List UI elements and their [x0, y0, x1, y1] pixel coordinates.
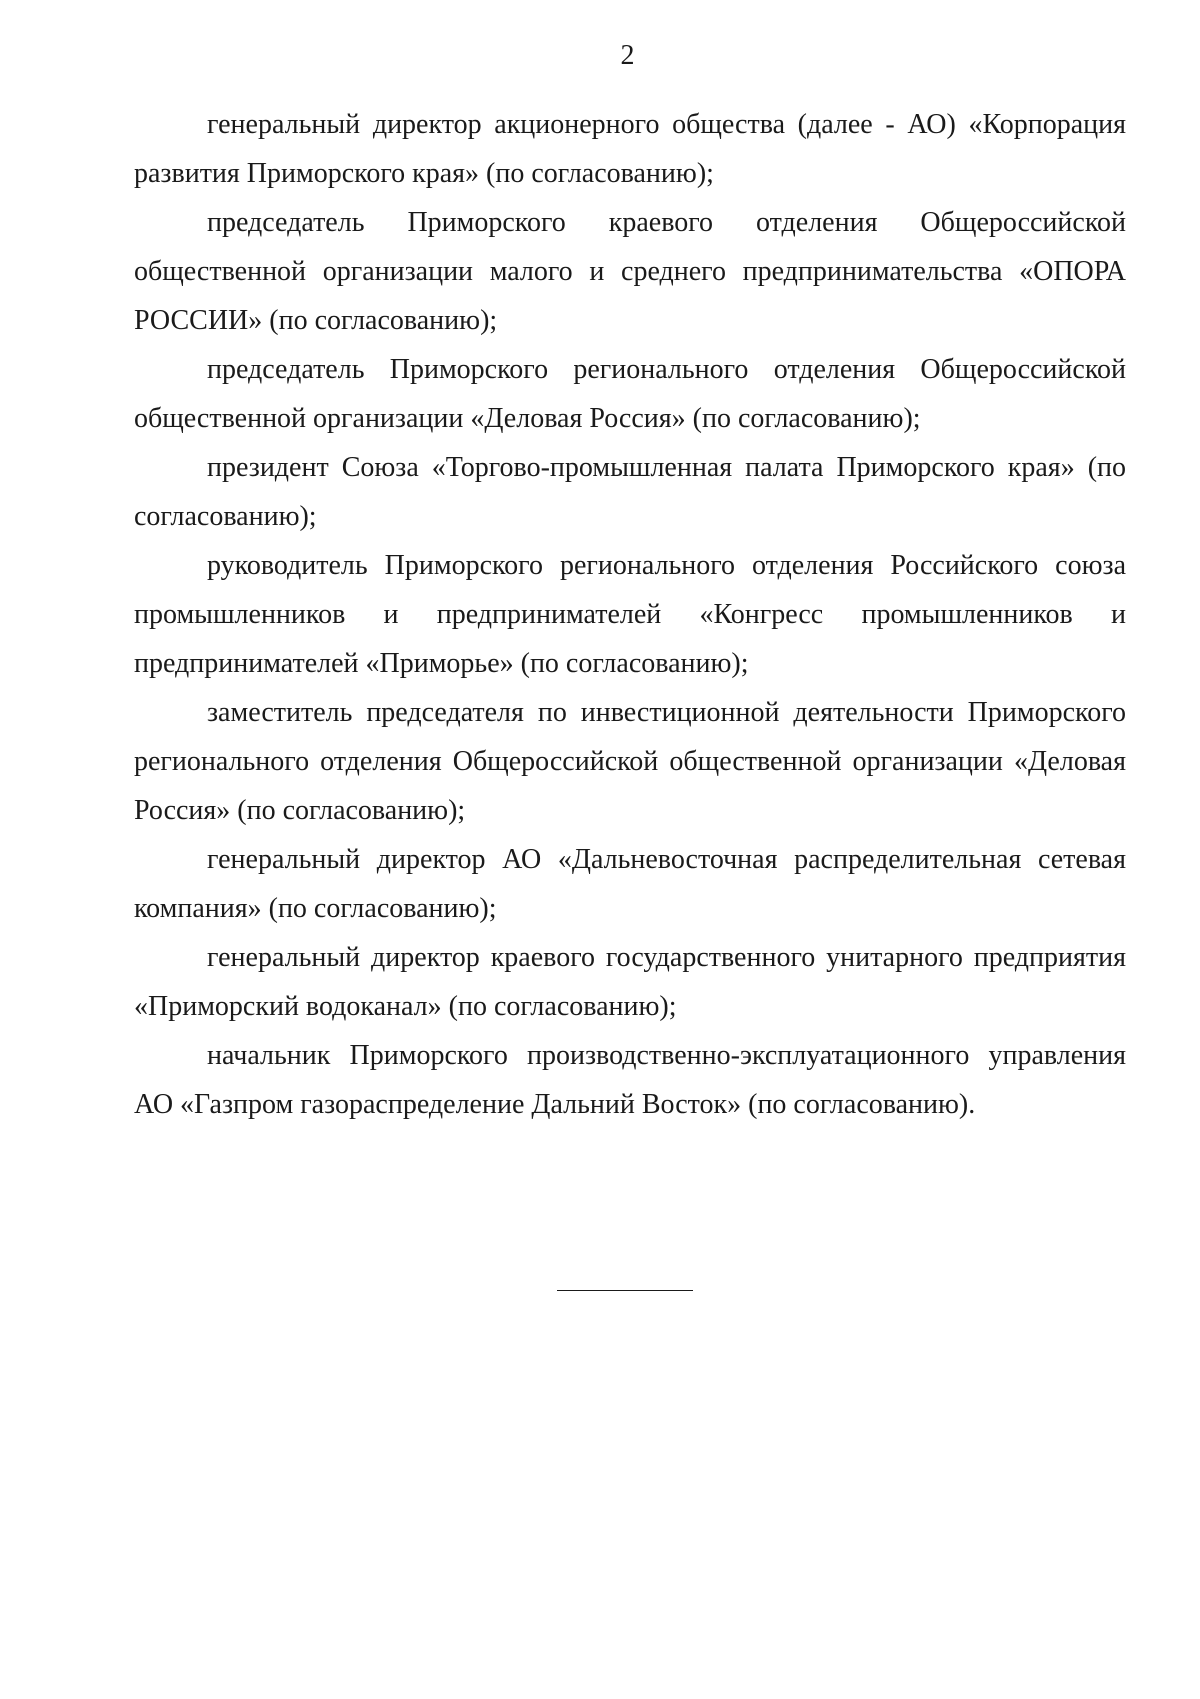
list-item: начальник Приморского производственно-эксплуатационного управления АО «Газпром газораспределение Дальний Восток» (по согласованию).: [134, 1040, 1126, 1120]
page-number: 2: [620, 40, 635, 71]
list-item: генеральный директор АО «Дальневосточная распределительная сетевая компания» (по согласованию);: [134, 844, 1126, 924]
list-item: генеральный директор акционерного общества (далее - АО) «Корпорация развития Приморского края» (по согласованию);: [134, 109, 1126, 189]
member-list: [134, 100, 1126, 1129]
list-item: президент Союза «Торгово-промышленная палата Приморского края» (по согласованию);: [134, 452, 1126, 532]
end-divider: [557, 1290, 693, 1291]
list-item: председатель Приморского краевого отделения Общероссийской общественной организации малого и среднего предпринимательства «ОПОРА РОССИИ» (по согласованию);: [134, 207, 1126, 336]
list-item: заместитель председателя по инвестиционной деятельности Приморского регионального отделения Общероссийской общественной организации «Деловая Россия» (по согласованию);: [134, 697, 1126, 826]
list-item: председатель Приморского регионального отделения Общероссийской общественной организации «Деловая Россия» (по согласованию);: [134, 354, 1126, 434]
list-item: руководитель Приморского регионального отделения Российского союза промышленников и предпринимателей «Конгресс промышленников и предпринимателей «Приморье» (по согласованию);: [134, 550, 1126, 679]
list-item: генеральный директор краевого государственного унитарного предприятия «Приморский водоканал» (по согласованию);: [134, 942, 1126, 1022]
